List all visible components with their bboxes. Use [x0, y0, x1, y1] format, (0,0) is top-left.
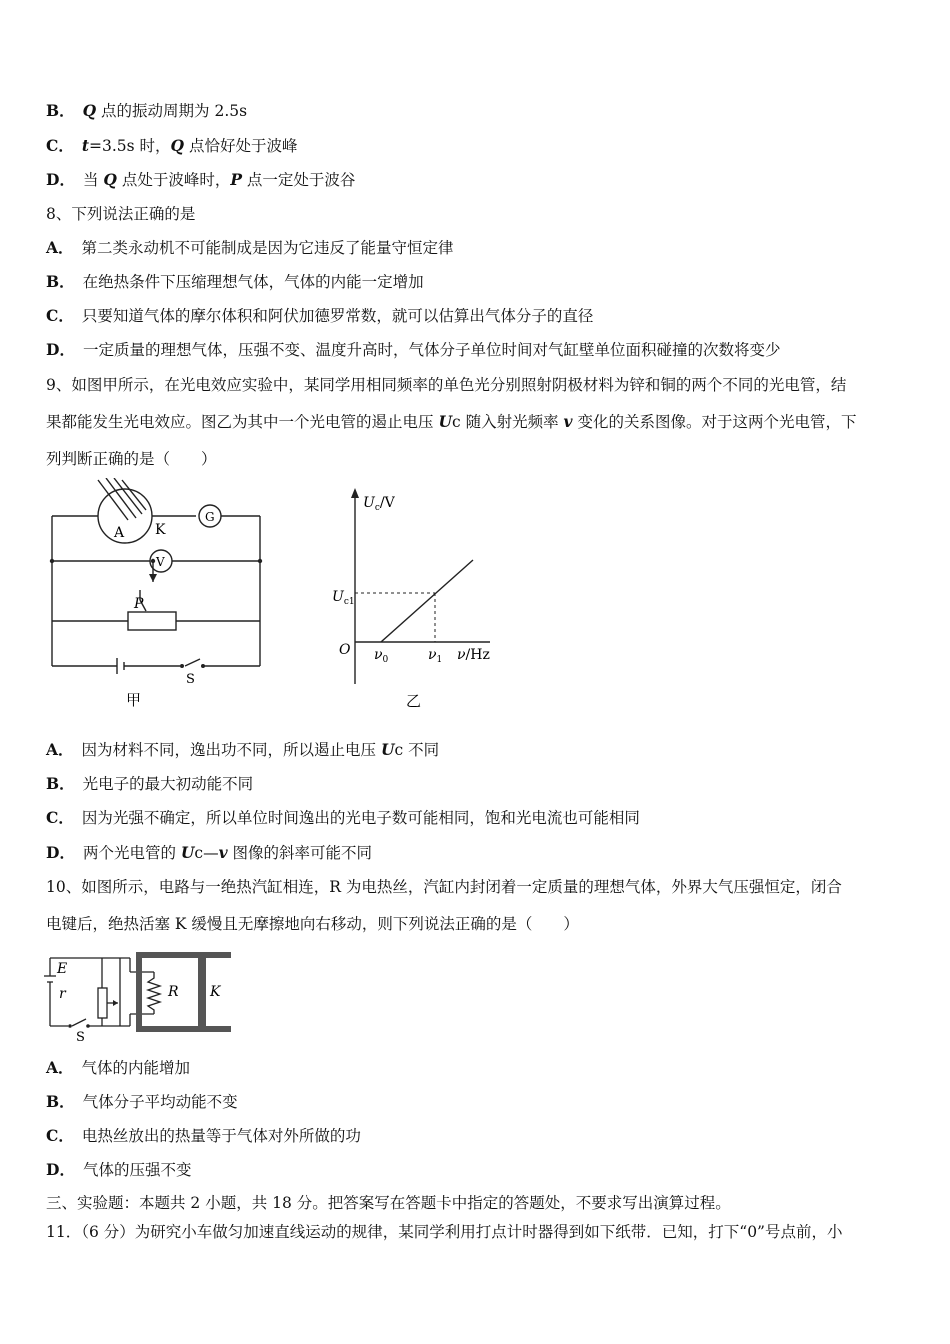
label-g: G: [205, 510, 215, 524]
x-tick1-sub: 1: [436, 655, 443, 665]
var-p: P: [230, 170, 242, 189]
option-text: 点恰好处于波峰: [184, 137, 298, 155]
var-v: v: [218, 843, 228, 862]
option-text: 气体分子平均动能不变: [82, 1093, 238, 1111]
option-label: D．: [46, 843, 75, 862]
option-text-pre: 因为材料不同，逸出功不同，所以遏止电压: [81, 741, 381, 759]
q9-stem-line3: 列判断正确的是（ ）: [46, 450, 217, 468]
option-text: 气体的压强不变: [82, 1161, 192, 1179]
caption-jia: 甲: [126, 691, 142, 709]
y-axis-sub: c: [374, 503, 380, 513]
x-tick0: ν: [374, 647, 383, 663]
piston: [198, 958, 206, 1026]
label-e: E: [57, 961, 68, 977]
var-q: Q: [103, 170, 117, 189]
caption-yi: 乙: [406, 692, 422, 710]
data-line: [381, 560, 473, 642]
option-text: 电热丝放出的热量等于气体对外所做的功: [81, 1127, 361, 1145]
option-text: 光电子的最大初动能不同: [82, 775, 254, 793]
label-v: V: [156, 555, 165, 569]
option-text-pre: 当: [82, 171, 104, 189]
text: 变化的关系图像。对于这两个光电管，下: [572, 413, 857, 431]
option-label: D．: [46, 1160, 75, 1179]
var-v: v: [563, 412, 573, 431]
option-text: 第二类永动机不可能制成是因为它违反了能量守恒定律: [81, 239, 454, 257]
svg-text:Uc/V: [363, 495, 396, 513]
var-u: U: [380, 740, 395, 759]
option-text: 只要知道气体的摩尔体积和阿伏加德罗常数，就可以估算出气体分子的直径: [81, 307, 594, 325]
q9-option-b: [46, 773, 253, 795]
label-k: K: [210, 984, 221, 1000]
q8-option-a: [46, 237, 454, 259]
option-text-mid: c—: [194, 844, 219, 862]
var-t: t: [81, 136, 90, 155]
option-text: 在绝热条件下压缩理想气体，气体的内能一定增加: [82, 273, 424, 291]
var-u: U: [180, 843, 195, 862]
text: c 随入射光频率: [451, 413, 564, 431]
q10-stem-line1: 10、如图所示，电路与一绝热汽缸相连，R 为电热丝，汽缸内封闭着一定质量的理想气体，外界大气压强恒定，闭合: [46, 878, 842, 896]
q10-option-a: [46, 1057, 190, 1079]
label-r: r: [59, 986, 66, 1002]
q11-stem: 11．（6 分）为研究小车做匀加速直线运动的规律，某同学利用打点计时器得到如下纸带．已知，打下“0”号点前，小: [46, 1223, 843, 1241]
option-text: c 不同: [394, 741, 440, 759]
q7-option-d: [46, 169, 355, 191]
y-axis-unit: /V: [379, 495, 395, 511]
q10-option-c: [46, 1125, 361, 1147]
option-label: D．: [46, 170, 75, 189]
option-text-pre: 两个光电管的: [82, 844, 181, 862]
q8-option-b: [46, 271, 424, 293]
option-text: 气体的内能增加: [81, 1059, 191, 1077]
q9-option-d: [46, 842, 372, 864]
circuit-figure-jia: [40, 478, 280, 718]
option-label: C．: [46, 306, 74, 325]
x-tick0-sub: 0: [382, 655, 389, 665]
q9-stem-line2: [46, 411, 856, 433]
label-p: P: [134, 596, 144, 612]
q8-option-c: [46, 305, 593, 327]
q10-option-d: [46, 1159, 191, 1181]
var-u: U: [438, 412, 452, 431]
x-axis-unit: /Hz: [465, 647, 490, 663]
label-a: A: [114, 525, 125, 541]
y-tick: U: [332, 589, 344, 605]
q8-option-d: [46, 339, 780, 361]
option-text: 图像的斜率可能不同: [227, 844, 373, 862]
y-axis-var: U: [363, 495, 375, 511]
var-q: Q: [170, 136, 185, 155]
option-label: A．: [46, 740, 74, 759]
label-k: K: [155, 522, 166, 538]
graph-figure-yi: [330, 484, 500, 716]
option-text: 点的振动周期为 2.5s: [96, 102, 248, 120]
svg-text:Uc1: [332, 589, 355, 607]
svg-text:ν1: [428, 647, 442, 665]
option-label: B．: [46, 774, 75, 793]
x-axis-var: ν: [457, 647, 466, 663]
q10-stem-line2: 电键后，绝热活塞 K 缓慢且无摩擦地向右移动，则下列说法正确的是（ ）: [46, 915, 579, 933]
q7-option-b: [46, 100, 247, 122]
option-text: 因为光强不确定，所以单位时间逸出的光电子数可能相同，饱和光电流也可能相同: [81, 809, 640, 827]
q8-stem: 8、下列说法正确的是: [46, 205, 196, 223]
q9-option-a: [46, 739, 439, 761]
option-label: C．: [46, 1126, 74, 1145]
x-tick1: ν: [428, 647, 437, 663]
var-q: Q: [82, 101, 97, 120]
option-label: D．: [46, 340, 75, 359]
q7-option-c: [46, 135, 298, 157]
option-text: 一定质量的理想气体，压强不变、温度升高时，气体分子单位时间对气缸壁单位面积碰撞的次数将变少: [82, 341, 781, 359]
text: 果都能发生光电效应。图乙为其中一个光电管的遏止电压: [46, 413, 439, 431]
label-s: S: [76, 1030, 85, 1044]
option-text-mid: 点处于波峰时，: [116, 171, 231, 189]
q10-option-b: [46, 1091, 238, 1113]
option-label: B．: [46, 101, 75, 120]
option-label: A．: [46, 1058, 74, 1077]
option-label: C．: [46, 136, 74, 155]
option-label: C．: [46, 808, 74, 827]
option-label: A．: [46, 238, 74, 257]
origin-label: O: [339, 642, 351, 658]
label-r-heater: R: [168, 984, 179, 1000]
option-text-mid: =3.5s 时，: [89, 137, 171, 155]
svg-text:ν0: [374, 647, 389, 665]
svg-text:ν/Hz: [457, 647, 490, 663]
label-s: S: [186, 672, 195, 687]
rheostat: [128, 612, 176, 630]
option-label: B．: [46, 272, 75, 291]
option-label: B．: [46, 1092, 75, 1111]
q9-option-c: [46, 807, 640, 829]
section-3-heading: 三、实验题：本题共 2 小题，共 18 分。把答案写在答题卡中指定的答题处，不要求写出演算过程。: [46, 1194, 731, 1212]
q9-stem-line1: 9、如图甲所示，在光电效应实验中，某同学用相同频率的单色光分别照射阴极材料为锌和铜的两个不同的光电管，结: [46, 376, 847, 394]
option-text: 点一定处于波谷: [242, 171, 356, 189]
cylinder-circuit-figure: [44, 948, 244, 1044]
y-tick-sub: c1: [343, 597, 355, 607]
